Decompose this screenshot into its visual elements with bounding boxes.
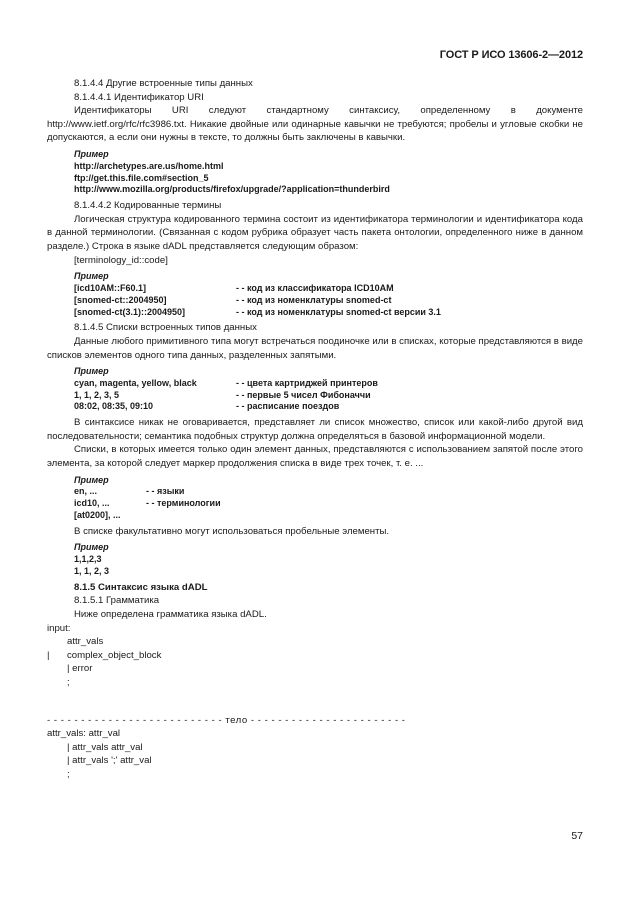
example-code: [snomed-ct::2004950] <box>74 294 167 305</box>
example-code: 1, 1, 2, 3, 5 <box>74 389 120 400</box>
paragraph: Логическая структура кодированного термина состоит из идентификатора терминологии и идентификатора кода в данной терминологии. (Связанная с кодом рубрика образует часть пакета онтологии, определенного ниже в данном разделе.) Строка в языке dADL представляется следующим образом: <box>47 213 583 252</box>
example-note: - - код из номенклатуры snomed-ct версии 3.1 <box>236 306 441 317</box>
paragraph: Списки, в которых имеется только один элемент данных, представляются с использованием запятой после этого элемента, за которой следует маркер продолжения списка в виде трех точек, т. е. ... <box>47 444 583 470</box>
section-heading: 8.1.4.4.1 Идентификатор URI <box>74 91 204 103</box>
example-line: http://www.mozilla.org/products/firefox/upgrade/?application=thunderbird <box>74 184 390 195</box>
example-note: - - первые 5 чисел Фибоначчи <box>236 389 371 400</box>
example-code: icd10, ... <box>74 498 110 509</box>
example-line: http://archetypes.are.us/home.html <box>74 160 224 171</box>
example-note: - - код из номенклатуры snomed-ct <box>236 294 392 305</box>
paragraph: Ниже определена грамматика языка dADL. <box>74 609 267 621</box>
example-row <box>74 295 583 307</box>
example-row <box>74 401 583 413</box>
example-note: - - языки <box>146 486 185 497</box>
example-note: - - код из классификатора ICD10AM <box>236 282 394 293</box>
example-block <box>47 366 583 413</box>
example-label: Пример <box>74 366 109 377</box>
example-row <box>74 307 583 319</box>
example-code: en, ... <box>74 486 98 497</box>
grammar-line: ; <box>67 676 70 688</box>
example-block <box>47 475 583 522</box>
paragraph: В синтаксисе никак не оговаривается, представляет ли список множество, список или какой-либо другой вид последовательности; семантика подобных структур должна определяться в базовой информационной модели. <box>47 417 583 442</box>
example-note: - - цвета картриджей принтеров <box>236 377 378 388</box>
section-heading: 8.1.4.4.2 Кодированные термины <box>74 200 222 212</box>
paragraph: Идентификаторы URI следуют стандартному синтаксису, определенному в документе http://www.ietf.org/rfc/rfc3986.txt. Никакие двойные или одинарные кавычки не требуются; пробелы и угловые скобки не допускаются, а если они нужны в тексте, то должны быть заключены в кавычки. <box>47 105 583 144</box>
section-heading-bold: 8.1.5 Синтаксис языка dADL <box>74 581 208 593</box>
example-code: [icd10AM::F60.1] <box>74 282 147 293</box>
page-number: 57 <box>571 830 583 842</box>
syntax-line: [terminology_id::code] <box>74 254 168 266</box>
grammar-line: | attr_vals ';' attr_val <box>67 755 152 767</box>
example-note: - - терминологии <box>146 498 221 509</box>
example-line: ftp://get.this.file.com#section_5 <box>74 172 209 183</box>
example-block <box>47 271 583 318</box>
example-line: 1,1,2,3 <box>74 554 102 565</box>
grammar-token: complex_object_block <box>67 649 162 661</box>
example-line: 1, 1, 2, 3 <box>74 566 110 577</box>
section-heading: 8.1.4.5 Списки встроенных типов данных <box>74 322 257 334</box>
example-block <box>47 149 583 196</box>
example-code: [snomed-ct(3.1)::2004950] <box>74 306 186 317</box>
grammar-line <box>47 649 583 663</box>
grammar-line: input: <box>47 622 71 634</box>
example-label: Пример <box>74 148 109 159</box>
grammar-block <box>47 622 583 782</box>
grammar-line: | error <box>67 663 93 675</box>
example-row <box>74 378 583 390</box>
grammar-line: | attr_vals attr_val <box>67 741 143 753</box>
example-note: - - расписание поездов <box>236 401 340 412</box>
grammar-line: ; <box>67 768 70 780</box>
document-id-header: ГОСТ Р ИСО 13606-2—2012 <box>439 49 583 61</box>
section-heading: 8.1.5.1 Грамматика <box>74 595 160 607</box>
example-row <box>74 498 583 510</box>
grammar-line: attr_vals: attr_val <box>47 728 121 740</box>
grammar-line: attr_vals <box>67 636 104 648</box>
example-label: Пример <box>74 271 109 282</box>
page-body <box>47 77 583 782</box>
example-row <box>74 486 583 498</box>
paragraph: В списке факультативно могут использоваться пробельные элементы. <box>74 525 390 537</box>
example-code: cyan, magenta, yellow, black <box>74 377 197 388</box>
example-code: 08:02, 08:35, 09:10 <box>74 401 154 412</box>
grammar-separator: - - - - - - - - - - - - - - - - - - - - - - - - - - тело - - - - - - - - - - - - - - - - - - - - - - - <box>47 714 406 726</box>
example-row <box>74 283 583 295</box>
example-label: Пример <box>74 542 109 553</box>
section-heading: 8.1.4.4 Другие встроенные типы данных <box>74 78 253 89</box>
example-code: [at0200], ... <box>74 510 121 521</box>
grammar-pipe: | <box>47 649 50 661</box>
example-block <box>47 542 583 577</box>
example-row <box>74 510 583 522</box>
paragraph: Данные любого примитивного типа могут встречаться поодиночке или в списках, которые представляются в виде списков элементов одного типа данных, разделенных запятыми. <box>47 335 583 361</box>
example-row <box>74 390 583 402</box>
example-label: Пример <box>74 474 109 485</box>
